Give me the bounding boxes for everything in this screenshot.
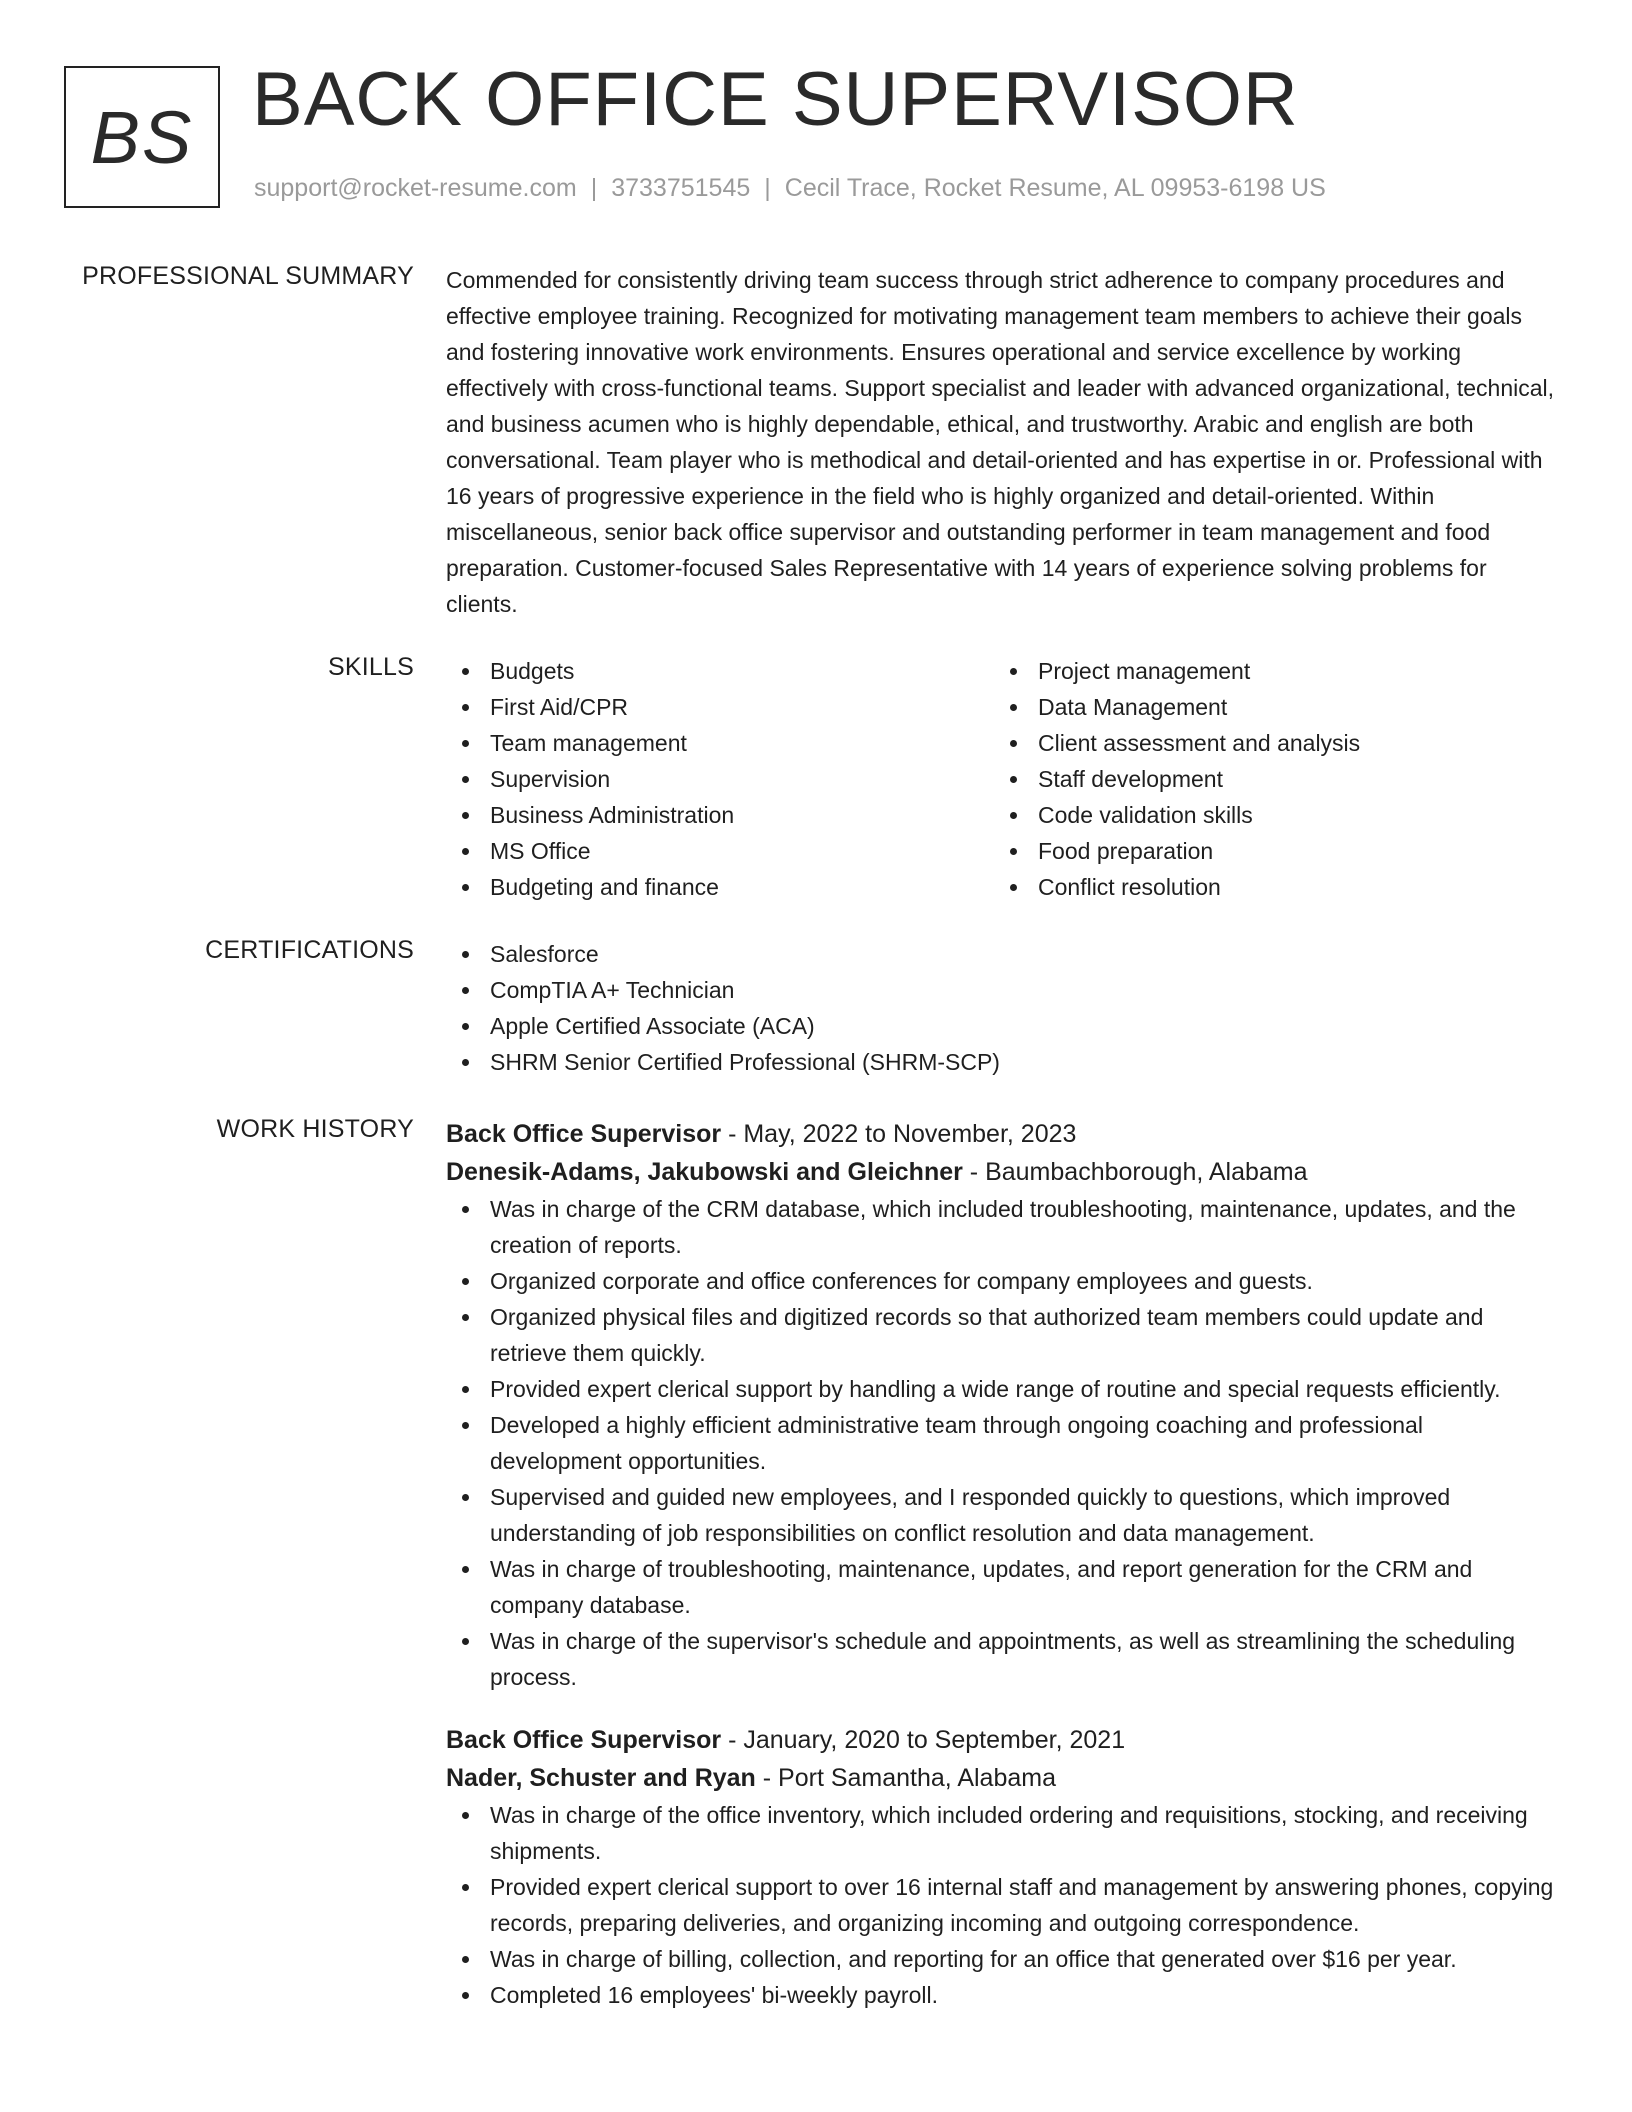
- contact-address: Cecil Trace, Rocket Resume, AL 09953-6198 US: [784, 174, 1326, 202]
- list-item: Budgets: [446, 653, 994, 689]
- list-item: CompTIA A+ Technician: [446, 972, 1556, 1008]
- list-item: Was in charge of troubleshooting, maintenance, updates, and report generation for the CRM and company database.: [446, 1551, 1556, 1623]
- list-item: Provided expert clerical support by handling a wide range of routine and special requests efficiently.: [446, 1371, 1556, 1407]
- contact-line: [254, 174, 1326, 203]
- job-duties-list: [446, 1797, 1556, 2013]
- job-entry: [446, 1721, 1556, 2013]
- list-item: Was in charge of the CRM database, which included troubleshooting, maintenance, updates, and the creation of reports.: [446, 1191, 1556, 1263]
- job-duties-list: [446, 1191, 1556, 1695]
- job-title: Back Office Supervisor: [446, 1726, 722, 1754]
- certifications-body: [446, 936, 1556, 1080]
- list-item: MS Office: [446, 833, 994, 869]
- monogram-box: [64, 66, 220, 208]
- list-item: Staff development: [994, 761, 1542, 797]
- job-title-line: [446, 1721, 1556, 1759]
- contact-separator: |: [590, 174, 598, 202]
- list-item: Conflict resolution: [994, 869, 1542, 905]
- job-company-line: [446, 1759, 1556, 1797]
- section-label-work-history: WORK HISTORY: [216, 1115, 414, 1143]
- skills-body: [446, 653, 1556, 905]
- job-dates: - January, 2020 to September, 2021: [721, 1726, 1126, 1754]
- list-item: Business Administration: [446, 797, 994, 833]
- list-item: Organized corporate and office conferences for company employees and guests.: [446, 1263, 1556, 1299]
- contact-email: support@rocket-resume.com: [254, 174, 577, 202]
- list-item: Supervision: [446, 761, 994, 797]
- job-entry: [446, 1115, 1556, 1695]
- list-item: Supervised and guided new employees, and I responded quickly to questions, which improved understanding of job responsibilities on conflict resolution and data management.: [446, 1479, 1556, 1551]
- candidate-title: BACK OFFICE SUPERVISOR: [252, 57, 1299, 142]
- list-item: Code validation skills: [994, 797, 1542, 833]
- list-item: SHRM Senior Certified Professional (SHRM-SCP): [446, 1044, 1556, 1080]
- list-item: Data Management: [994, 689, 1542, 725]
- list-item: Salesforce: [446, 936, 1556, 972]
- summary-body: [446, 262, 1556, 622]
- contact-phone: 3733751545: [611, 174, 751, 202]
- list-item: Budgeting and finance: [446, 869, 994, 905]
- section-label-summary: PROFESSIONAL SUMMARY: [82, 262, 414, 290]
- list-item: Was in charge of billing, collection, and reporting for an office that generated over $16 per year.: [446, 1941, 1556, 1977]
- certifications-list: [446, 936, 1556, 1080]
- skills-grid: [446, 653, 1556, 905]
- work-history-body: [446, 1115, 1556, 2039]
- list-item: Developed a highly efficient administrative team through ongoing coaching and professional development opportunities.: [446, 1407, 1556, 1479]
- list-item: Project management: [994, 653, 1542, 689]
- list-item: Client assessment and analysis: [994, 725, 1542, 761]
- job-location: - Port Samantha, Alabama: [755, 1764, 1056, 1792]
- skills-list-right: [994, 653, 1542, 905]
- job-title: Back Office Supervisor: [446, 1120, 722, 1148]
- list-item: Organized physical files and digitized records so that authorized team members could update and retrieve them quickly.: [446, 1299, 1556, 1371]
- list-item: First Aid/CPR: [446, 689, 994, 725]
- list-item: Apple Certified Associate (ACA): [446, 1008, 1556, 1044]
- list-item: Provided expert clerical support to over 16 internal staff and management by answering phones, copying records, preparing deliveries, and organizing incoming and outgoing correspondence.: [446, 1869, 1556, 1941]
- contact-separator: |: [764, 174, 771, 202]
- list-item: Team management: [446, 725, 994, 761]
- list-item: Completed 16 employees' bi-weekly payroll.: [446, 1977, 1556, 2013]
- skills-list-left: [446, 653, 994, 905]
- job-location: - Baumbachborough, Alabama: [962, 1158, 1308, 1186]
- job-company: Nader, Schuster and Ryan: [446, 1764, 756, 1792]
- list-item: Food preparation: [994, 833, 1542, 869]
- job-dates: - May, 2022 to November, 2023: [721, 1120, 1077, 1148]
- list-item: Was in charge of the supervisor's schedule and appointments, as well as streamlining the scheduling process.: [446, 1623, 1556, 1695]
- summary-text: Commended for consistently driving team success through strict adherence to company procedures and effective employee training. Recognized for motivating management team members to achieve their goals and fostering innovative work environments. Ensures operational and service excellence by working effectively with cross-functional teams. Support specialist and leader with advanced organizational, technical, and business acumen who is highly dependable, ethical, and trustworthy. Arabic and english are both conversational. Team player who is methodical and detail-oriented and has expertise in or. Professional with 16 years of progressive experience in the field who is highly organized and detail-oriented. Within miscellaneous, senior back office supervisor and outstanding performer in team management and food preparation. Customer-focused Sales Representative with 14 years of experience solving problems for clients.: [446, 267, 1555, 617]
- job-company-line: [446, 1153, 1556, 1191]
- list-item: Was in charge of the office inventory, which included ordering and requisitions, stocking, and receiving shipments.: [446, 1797, 1556, 1869]
- section-label-certifications: CERTIFICATIONS: [205, 936, 414, 964]
- job-company: Denesik-Adams, Jakubowski and Gleichner: [446, 1158, 963, 1186]
- monogram-initials: BS: [90, 95, 194, 179]
- section-label-skills: SKILLS: [328, 653, 414, 681]
- job-title-line: [446, 1115, 1556, 1153]
